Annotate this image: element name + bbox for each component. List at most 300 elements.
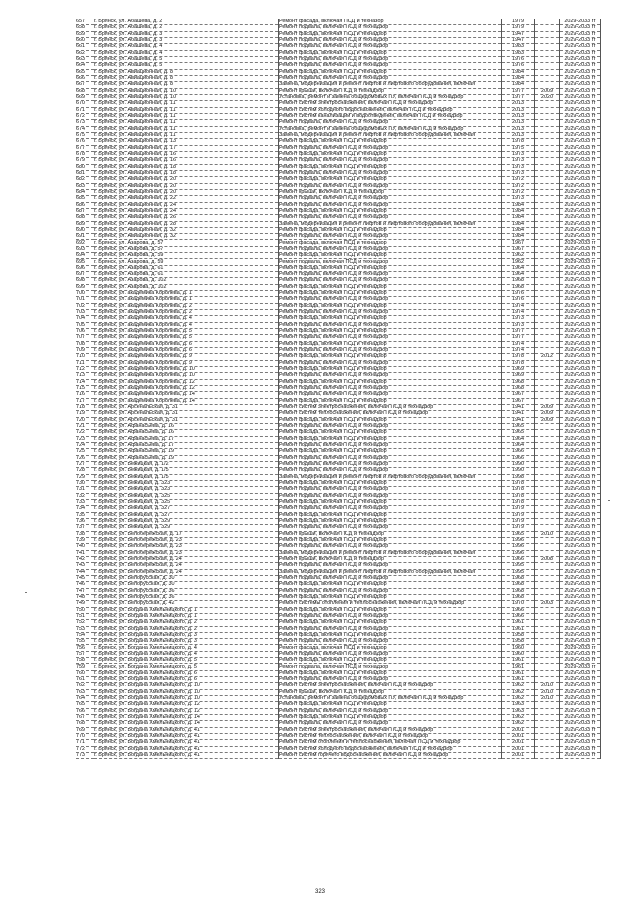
planned-period-cell: 2029-2033 гг xyxy=(560,569,601,575)
work-type-cell: Ремонт фасада, включая ПСД и технадзор xyxy=(279,670,502,676)
row-number: 772 xyxy=(76,746,94,752)
row-number: 751 xyxy=(76,613,94,619)
work-type-cell: Ремонт подвала, включая ПСД и технадзор xyxy=(279,120,502,126)
table-row xyxy=(76,734,601,740)
row-number: 661 xyxy=(76,44,94,50)
work-type-cell: Замена, модернизация и ремонт лифтов и лифтового оборудования, включая xyxy=(279,132,502,138)
build-year-cell: 1979 xyxy=(502,25,535,31)
build-year-cell: 1962 xyxy=(502,683,535,689)
build-year-cell: 1961 xyxy=(502,677,535,683)
build-year-cell: 1967 xyxy=(502,246,535,252)
row-number: 692 xyxy=(76,240,94,246)
address-cell: г. Брянск, ул. Абашева, д. 3 xyxy=(94,37,279,43)
work-type-cell: Ремонт подвала, включая ПСД и технадзор xyxy=(279,544,502,550)
build-year-cell: 1978 xyxy=(502,480,535,486)
address-cell: г. Брянск, ул. Авиационная, д. 10 xyxy=(94,94,279,100)
planned-period-cell: 2029-2033 гг xyxy=(560,221,601,227)
work-type-cell: Ремонт фасада, включая ПСД и технадзор xyxy=(279,367,502,373)
row-number: 718 xyxy=(76,405,94,411)
work-type-cell: Ремонт подвала, включая ПСД и технадзор xyxy=(279,234,502,240)
address-cell: г. Брянск, ул. Афанасьева, д. 19 xyxy=(94,455,279,461)
address-cell: г. Брянск, ул. Бежицкая, д. 329 xyxy=(94,525,279,531)
build-year-cell: 1961 xyxy=(502,670,535,676)
work-type-cell: Ремонт фасада, включая ПСД и технадзор xyxy=(279,284,502,290)
planned-period-cell: 2029-2033 гг xyxy=(560,126,601,132)
row-number: 709 xyxy=(76,348,94,354)
planned-period-cell: 2029-2033 гг xyxy=(560,37,601,43)
work-type-cell: Ремонт фасада, включая ПСД и технадзор xyxy=(279,164,502,170)
address-cell: г. Брянск, ул. академика Королева, д. 10 xyxy=(94,367,279,373)
address-cell: г. Брянск, ул. Абашева, д. 3 xyxy=(94,31,279,37)
work-type-cell: Ремонт подвала, включая ПСД и технадзор xyxy=(279,708,502,714)
work-type-cell: Ремонт крыши, включая ПСД и технадзор xyxy=(279,189,502,195)
last-repair-year-cell: 2003 xyxy=(535,601,560,607)
row-number: 729 xyxy=(76,474,94,480)
table-row xyxy=(76,367,601,373)
table-row xyxy=(76,689,601,695)
table-row xyxy=(76,658,601,664)
build-year-cell: 1969 xyxy=(502,373,535,379)
last-repair-year-cell xyxy=(535,753,560,759)
row-number: 747 xyxy=(76,588,94,594)
build-year-cell: 1978 xyxy=(502,354,535,360)
planned-period-cell: 2029-2033 гг xyxy=(560,202,601,208)
planned-period-cell: 2029-2033 гг xyxy=(560,367,601,373)
table-row xyxy=(76,272,601,278)
work-type-cell: Ремонт фасада, включая ПСД и технадзор xyxy=(279,303,502,309)
build-year-cell: 1995 xyxy=(502,563,535,569)
row-number: 725 xyxy=(76,449,94,455)
address-cell: г. Брянск, ул. Белобережская, д. 23 xyxy=(94,544,279,550)
row-number: 768 xyxy=(76,721,94,727)
planned-period-cell: 2029-2033 гг xyxy=(560,531,601,537)
table-row xyxy=(76,56,601,62)
build-year-cell: 1947 xyxy=(502,31,535,37)
row-number: 755 xyxy=(76,639,94,645)
work-type-cell: Ремонт фасада, включая ПСД и технадзор xyxy=(279,208,502,214)
planned-period-cell: 2029-2033 гг xyxy=(560,386,601,392)
planned-period-cell: 2029-2033 гг xyxy=(560,139,601,145)
build-year-cell: 1984 xyxy=(502,82,535,88)
table-row xyxy=(76,354,601,360)
build-year-cell: 1961 xyxy=(502,658,535,664)
build-year-cell: 1978 xyxy=(502,499,535,505)
table-row xyxy=(76,632,601,638)
work-type-cell: Ремонт фасада, включая ПСД и технадзор xyxy=(279,227,502,233)
build-year-cell: 1973 xyxy=(502,170,535,176)
row-number: 766 xyxy=(76,708,94,714)
build-year-cell: 1995 xyxy=(502,569,535,575)
work-type-cell: Ремонт фасада, включая ПСД и технадзор xyxy=(279,151,502,157)
row-number: 728 xyxy=(76,468,94,474)
address-cell: г. Брянск, ул. Бежицкая, д. 325 xyxy=(94,499,279,505)
planned-period-cell: 2029-2033 гг xyxy=(560,613,601,619)
row-number: 717 xyxy=(76,398,94,404)
table-row xyxy=(76,360,601,366)
table-row xyxy=(76,455,601,461)
last-repair-year-cell: 2009 xyxy=(535,417,560,423)
work-type-cell: Ремонт подвала, включая ПСД и технадзор xyxy=(279,259,502,265)
build-year-cell: 1979 xyxy=(502,19,535,25)
work-type-cell: Ремонт фасада, включая ПСД и техназор xyxy=(279,19,502,25)
row-number: 769 xyxy=(76,727,94,733)
work-type-cell: Ремонт подвала, включая ПСД и технадзор xyxy=(279,348,502,354)
table-row xyxy=(76,120,601,126)
table-row xyxy=(76,329,601,335)
work-type-cell: Ремонт системы отопления и теплоснабжения, включая ПСД и технадзор xyxy=(279,601,502,607)
work-type-cell: Ремонт крыши, включая ПСД и технадзор xyxy=(279,531,502,537)
table-row xyxy=(76,506,601,512)
address-cell: г. Брянск, ул. Белобережская, д. 23 xyxy=(94,550,279,556)
row-number: 716 xyxy=(76,392,94,398)
planned-period-cell: 2029-2033 гг xyxy=(560,525,601,531)
build-year-cell: 1941 xyxy=(502,411,535,417)
table-row xyxy=(76,94,601,100)
row-number: 671 xyxy=(76,107,94,113)
work-type-cell: Ремонт фасада, включая ПСД и технадзор xyxy=(279,253,502,259)
address-cell: г. Брянск, ул. Богдана Хмельницкого, д. 3 xyxy=(94,632,279,638)
planned-period-cell: 2029-2033 гг xyxy=(560,639,601,645)
row-number: 676 xyxy=(76,139,94,145)
address-cell: г. Брянск, ул. Богдана Хмельницкого, д. 10 xyxy=(94,683,279,689)
work-type-cell: Ремонт подвала, включая ПСД и технадзор xyxy=(279,335,502,341)
build-year-cell: 1968 xyxy=(502,588,535,594)
planned-period-cell: 2029-2033 гг xyxy=(560,284,601,290)
table-row xyxy=(76,746,601,752)
address-cell: г. Брянск, ул. Белобережская, д. 24 xyxy=(94,569,279,575)
build-year-cell: 1964 xyxy=(502,436,535,442)
table-row xyxy=(76,645,601,651)
work-type-cell: Ремонт систем электроснабжения, включая ПСД и технадзор xyxy=(279,683,502,689)
planned-period-cell: 2029-2033 гг xyxy=(560,620,601,626)
planned-period-cell: 2029-2033 гг xyxy=(560,25,601,31)
table-row xyxy=(76,424,601,430)
work-type-cell: Ремонт подвала, включая ПСД и технадзор xyxy=(279,468,502,474)
address-cell: г. Брянск, ул. Богдана Хмельницкого, д. 41 xyxy=(94,727,279,733)
build-year-cell: 1973 xyxy=(502,151,535,157)
address-cell: г. Брянск, ул. Афанасьева, д. 17 xyxy=(94,436,279,442)
work-type-cell: Ремонт подвала, включая ПСД и технадзор xyxy=(279,278,502,284)
row-number: 745 xyxy=(76,575,94,581)
planned-period-cell: 2029-2033 гг xyxy=(560,626,601,632)
work-type-cell: Ремонт фасада, включая ПСД и технадзор xyxy=(279,398,502,404)
build-year-cell: 1958 xyxy=(502,632,535,638)
work-type-cell: Ремонт крыши, включая ПСД и технадзор xyxy=(279,556,502,562)
work-type-cell: Ремонт подвала, включая ПСД и технадзор xyxy=(279,424,502,430)
row-number: 689 xyxy=(76,221,94,227)
planned-period-cell: 2029-2033 гг xyxy=(560,544,601,550)
work-type-cell: Ремонт крыши, включая ПСД и технадзор xyxy=(279,689,502,695)
build-year-cell: 1968 xyxy=(502,575,535,581)
address-cell: г. Брянск, ул. Авиационная, д. 18 xyxy=(94,164,279,170)
row-number: 732 xyxy=(76,493,94,499)
build-year-cell: 1984 xyxy=(502,234,535,240)
build-year-cell: 1947 xyxy=(502,37,535,43)
build-year-cell: 1973 xyxy=(502,322,535,328)
planned-period-cell: 2029-2033 гг xyxy=(560,151,601,157)
work-type-cell: Ремонт подвала, включая ПСД и технадзор xyxy=(279,196,502,202)
work-type-cell: Ремонт систем электроснабжения, включая ПСД и технадзор xyxy=(279,101,502,107)
address-cell: г. Брянск, ул. Богдана Хмельницкого, д. 41 xyxy=(94,740,279,746)
row-number: 701 xyxy=(76,297,94,303)
table-row xyxy=(76,126,601,132)
build-year-cell: 1973 xyxy=(502,164,535,170)
address-cell: г. Брянск, ул. Абашева, д. 5 xyxy=(94,56,279,62)
table-row xyxy=(76,677,601,683)
build-year-cell: 1964 xyxy=(502,265,535,271)
address-cell: г. Брянск, ул. Авиационная, д. 32 xyxy=(94,227,279,233)
planned-period-cell: 2029-2033 гг xyxy=(560,556,601,562)
table-row xyxy=(76,740,601,746)
work-type-cell: Ремонт систем электроснабжения, включая ПСД и технадзор xyxy=(279,405,502,411)
row-number: 753 xyxy=(76,626,94,632)
work-type-cell: Ремонт систем электроснабжения, включая ПСД и технадзор xyxy=(279,727,502,733)
address-cell: г. Брянск, ул. Авиационная, д. 26 xyxy=(94,215,279,221)
planned-period-cell: 2029-2033 гг xyxy=(560,19,601,25)
row-number: 739 xyxy=(76,537,94,543)
planned-period-cell: 2029-2033 гг xyxy=(560,442,601,448)
address-cell: г. Брянск, ул. Богдана Хмельницкого, д. 12 xyxy=(94,702,279,708)
row-number: 711 xyxy=(76,360,94,366)
row-number: 714 xyxy=(76,379,94,385)
address-cell: г. Брянск, ул. Авиационная, д. 11 xyxy=(94,120,279,126)
row-number: 662 xyxy=(76,50,94,56)
scan-speck xyxy=(25,592,27,593)
row-number: 736 xyxy=(76,518,94,524)
row-number: 704 xyxy=(76,316,94,322)
address-cell: г. Брянск, ул. Богдана Хмельницкого, д. 14 xyxy=(94,721,279,727)
table-row xyxy=(76,696,601,702)
row-number: 770 xyxy=(76,734,94,740)
build-year-cell: 1966 xyxy=(502,455,535,461)
planned-period-cell: 2029-2033 гг xyxy=(560,44,601,50)
build-year-cell: 1983 xyxy=(502,44,535,50)
address-cell: г. Брянск, ул. Белобережская, д. 17 xyxy=(94,531,279,537)
row-number: 713 xyxy=(76,373,94,379)
address-cell: г. Брянск, ул. Авиационная, д. 11 xyxy=(94,132,279,138)
work-type-cell: Ремонт фасада, включая ПСД и технадзор xyxy=(279,480,502,486)
row-number: 741 xyxy=(76,550,94,556)
address-cell: г. Брянск, ул. академика Королева, д. 2 xyxy=(94,303,279,309)
build-year-cell: 1968 xyxy=(502,379,535,385)
planned-period-cell: 2029-2033 гг xyxy=(560,329,601,335)
row-number: 767 xyxy=(76,715,94,721)
address-cell: г. Брянск, ул. Бежицкая, д. 329 xyxy=(94,518,279,524)
build-year-cell: 1968 xyxy=(502,582,535,588)
build-year-cell: 1996 xyxy=(502,550,535,556)
work-type-cell: Ремонт подвала, включая ПСД и технадзор xyxy=(279,297,502,303)
work-type-cell: Ремонт подвала, включая ПСД и технадзор xyxy=(279,461,502,467)
planned-period-cell: 2029-2033 гг xyxy=(560,506,601,512)
address-cell: г. Брянск, ул. Авиационная, д. 20 xyxy=(94,183,279,189)
last-repair-year-cell: 2009 xyxy=(535,405,560,411)
row-number: 759 xyxy=(76,664,94,670)
work-type-cell: Ремонт фасада, включая ПСД и технадзор xyxy=(279,417,502,423)
build-year-cell: 1984 xyxy=(502,69,535,75)
work-type-cell: Ремонт подвала, включая ПСД и технадзор xyxy=(279,639,502,645)
row-number: 715 xyxy=(76,386,94,392)
build-year-cell: 1984 xyxy=(502,215,535,221)
row-number: 657 xyxy=(76,19,94,25)
address-cell: г. Брянск, ул. Богдана Хмельницкого, д. 1 xyxy=(94,607,279,613)
planned-period-cell: 2029-2033 гг xyxy=(560,645,601,651)
address-cell: г. Брянск, ул. Арсенальская, д. 31 xyxy=(94,405,279,411)
address-cell: г. Брянск, ул. Авиационная, д. 11 xyxy=(94,113,279,119)
build-year-cell: 1976 xyxy=(502,291,535,297)
table-row xyxy=(76,563,601,569)
last-repair-year-cell: 2020 xyxy=(535,94,560,100)
work-type-cell: Ремонт подвала, включая ПСД и технадзор xyxy=(279,613,502,619)
planned-period-cell: 2029-2033 гг xyxy=(560,189,601,195)
work-type-cell: Ремонт подвала, включая ПСД и технадзор xyxy=(279,183,502,189)
planned-period-cell: 2029-2033 гг xyxy=(560,715,601,721)
address-cell: г. Брянск, ул. Богдана Хмельницкого, д. 41 xyxy=(94,746,279,752)
row-number: 668 xyxy=(76,88,94,94)
table-row xyxy=(76,183,601,189)
build-year-cell: 1967 xyxy=(502,398,535,404)
build-year-cell: 1984 xyxy=(502,208,535,214)
work-type-cell: Ремонт подвала, включая ПСД и технадзор xyxy=(279,272,502,278)
work-type-cell: Ремонт подвала, включая ПСД и технадзор xyxy=(279,44,502,50)
address-cell: г. Брянск, ул. Афанасьева, д. 19 xyxy=(94,449,279,455)
planned-period-cell: 2029-2033 гг xyxy=(560,468,601,474)
table-row xyxy=(76,215,601,221)
planned-period-cell: 2029-2033 гг xyxy=(560,373,601,379)
table-row xyxy=(76,88,601,94)
address-cell: г. Брянск, ул. Абашева, д. 4 xyxy=(94,50,279,56)
row-number: 722 xyxy=(76,430,94,436)
row-number: 681 xyxy=(76,170,94,176)
build-year-cell: 1983 xyxy=(502,50,535,56)
planned-period-cell: 2029-2033 гг xyxy=(560,746,601,752)
row-number: 699 xyxy=(76,284,94,290)
row-number: 666 xyxy=(76,75,94,81)
build-year-cell: 2001 xyxy=(502,746,535,752)
row-number: 691 xyxy=(76,234,94,240)
work-type-cell: Ремонт фасада, включая ПСД и технадзор xyxy=(279,341,502,347)
table-row xyxy=(76,398,601,404)
planned-period-cell: 2029-2033 гг xyxy=(560,379,601,385)
planned-period-cell: 2029-2033 гг xyxy=(560,120,601,126)
table-row xyxy=(76,417,601,423)
build-year-cell: 1978 xyxy=(502,493,535,499)
planned-period-cell: 2029-2033 гг xyxy=(560,594,601,600)
build-year-cell: 2001 xyxy=(502,740,535,746)
row-number: 763 xyxy=(76,689,94,695)
address-cell: г. Брянск, ул. академика Королева, д. 14 xyxy=(94,392,279,398)
work-type-cell: Ремонт подвала, включая ПСД и технадзор xyxy=(279,563,502,569)
row-number: 761 xyxy=(76,677,94,683)
address-cell: г. Брянск, ул. Авиационная, д. 24 xyxy=(94,202,279,208)
table-row xyxy=(76,670,601,676)
row-number: 675 xyxy=(76,132,94,138)
build-year-cell: 1967 xyxy=(502,392,535,398)
table-row xyxy=(76,63,601,69)
table-row xyxy=(76,101,601,107)
work-type-cell: Ремонт подвала, включая ПСД и технадзор xyxy=(279,626,502,632)
table-row xyxy=(76,227,601,233)
planned-period-cell: 2029-2033 гг xyxy=(560,601,601,607)
build-year-cell: 1990 xyxy=(502,468,535,474)
work-type-cell: Ремонт подвала, включая ПСД и технадзор xyxy=(279,360,502,366)
address-cell: г. Брянск, ул. академика Королева, д. 4 xyxy=(94,322,279,328)
address-cell: г. Брянск, ул. Авиационная, д. 11 xyxy=(94,126,279,132)
work-type-cell: Ремонт фасада, включая ПСД и технадзор xyxy=(279,658,502,664)
address-cell: г. Брянск, ул. Авиационная, д. 11 xyxy=(94,101,279,107)
build-year-cell: 1962 xyxy=(502,253,535,259)
row-number: 733 xyxy=(76,499,94,505)
row-number: 702 xyxy=(76,303,94,309)
table-row xyxy=(76,537,601,543)
planned-period-cell: 2029-2033 гг xyxy=(560,341,601,347)
row-number: 735 xyxy=(76,512,94,518)
last-repair-year-cell: 2010 xyxy=(535,531,560,537)
planned-period-cell: 2029-2033 гг xyxy=(560,430,601,436)
address-cell: г. Брянск, ул. Бежицкая, д. 323 xyxy=(94,487,279,493)
table-row xyxy=(76,208,601,214)
planned-period-cell: 2029-2033 гг xyxy=(560,436,601,442)
planned-period-cell: 2029-2033 гг xyxy=(560,107,601,113)
table-body xyxy=(76,19,601,759)
build-year-cell: 1973 xyxy=(502,316,535,322)
table-row xyxy=(76,544,601,550)
table-row xyxy=(76,170,601,176)
work-type-cell: Замена, модернизация и ремонт лифтов и лифтового оборудования, включая xyxy=(279,474,502,480)
build-year-cell: 2013 xyxy=(502,107,535,113)
row-number: 719 xyxy=(76,411,94,417)
work-type-cell: Ремонт подвала, включая ПСД и технадзор xyxy=(279,442,502,448)
address-cell: г. Брянск, ул. Азарова, д. 102 xyxy=(94,284,279,290)
build-year-cell: 1984 xyxy=(502,202,535,208)
row-number: 734 xyxy=(76,506,94,512)
table-row xyxy=(76,234,601,240)
table-row xyxy=(76,474,601,480)
build-year-cell: 1966 xyxy=(502,607,535,613)
row-number: 658 xyxy=(76,25,94,31)
work-type-cell: Ремонт фасада, включая ПСД и технадзор xyxy=(279,512,502,518)
table-row xyxy=(76,113,601,119)
address-cell: г. Брянск, ул. Бежицкая, д. 1/5 xyxy=(94,468,279,474)
table-row xyxy=(76,303,601,309)
work-type-cell: Ремонт фасада, включая ПСД и технадзор xyxy=(279,499,502,505)
table-row xyxy=(76,493,601,499)
address-cell: г. Брянск, ул. Азарова, д. 57 xyxy=(94,246,279,252)
table-row xyxy=(76,411,601,417)
planned-period-cell: 2029-2033 гг xyxy=(560,607,601,613)
table-row xyxy=(76,569,601,575)
build-year-cell: 1977 xyxy=(502,335,535,341)
planned-period-cell: 2029-2033 гг xyxy=(560,537,601,543)
planned-period-cell: 2029-2033 гг xyxy=(560,88,601,94)
table-row xyxy=(76,480,601,486)
planned-period-cell: 2029-2033 гг xyxy=(560,753,601,759)
work-type-cell: Ремонт подвала, включая ПСД и технадзор xyxy=(279,322,502,328)
table-row xyxy=(76,284,601,290)
table-row xyxy=(76,259,601,265)
address-cell: г. Брянск, ул. Абашева, д. 4 xyxy=(94,44,279,50)
table-row xyxy=(76,69,601,75)
address-cell: г. Брянск, ул. Авиационная, д. 16 xyxy=(94,151,279,157)
work-type-cell: Замена, модернизация и ремонт лифтов и лифтового оборудования, включая xyxy=(279,569,502,575)
build-year-cell: 1966 xyxy=(502,449,535,455)
table-row xyxy=(76,531,601,537)
row-number: 669 xyxy=(76,94,94,100)
address-cell: г. Брянск, ул. Богдана Хмельницкого, д. 5 xyxy=(94,664,279,670)
work-type-cell: Ремонт крыши, включая ПСД и технадзор xyxy=(279,88,502,94)
build-year-cell: 1966 xyxy=(502,613,535,619)
work-type-cell: Установка, ремонт и замена общедомовых ПУ, включая ПСД и технадзор xyxy=(279,126,502,132)
table-row xyxy=(76,196,601,202)
